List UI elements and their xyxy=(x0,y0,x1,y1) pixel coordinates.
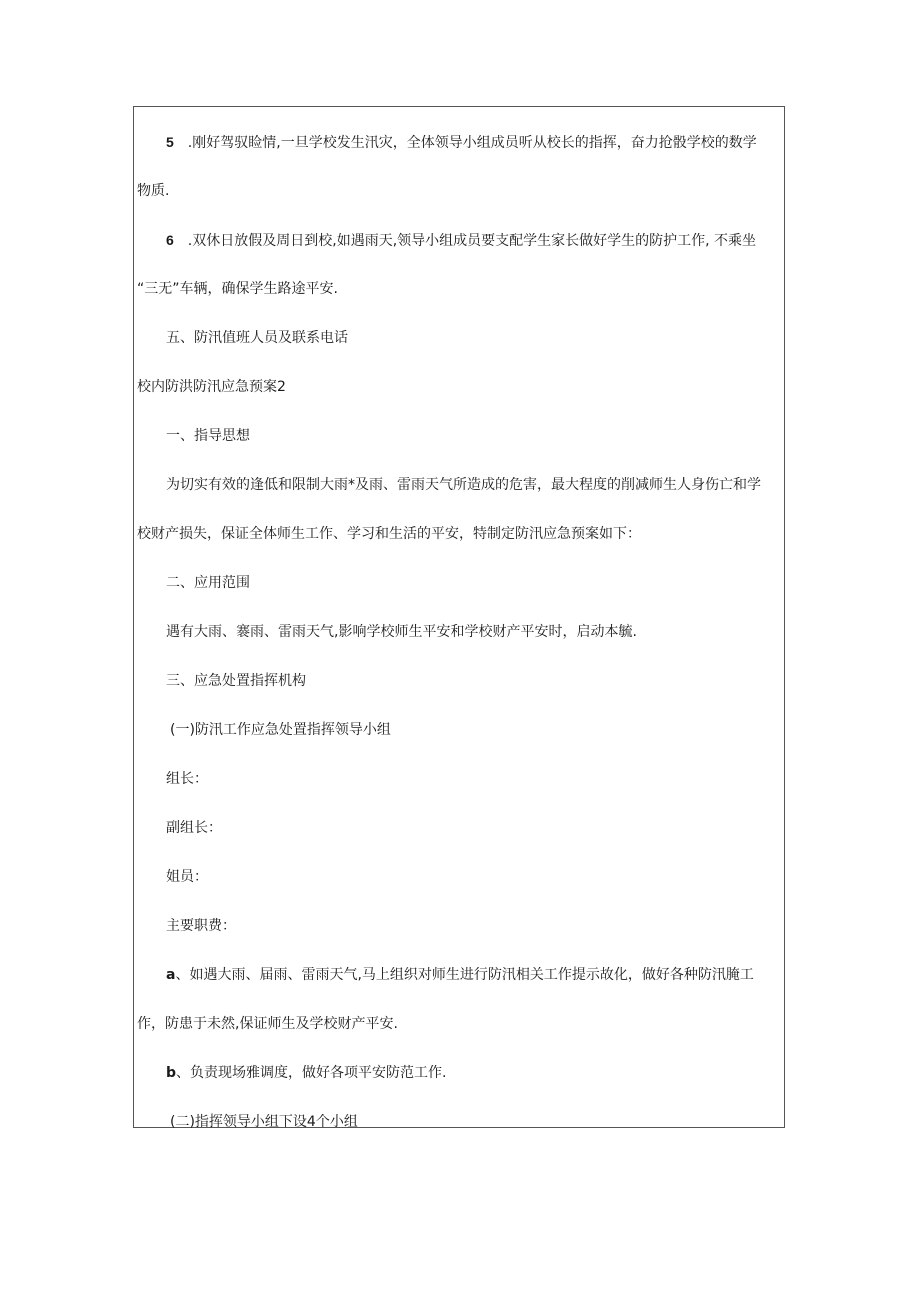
line-text: 二、应用范围 xyxy=(166,575,250,591)
line-text: 、负责现场雅调度，做好各项平安防范工作. xyxy=(176,1065,447,1081)
paragraph-line xyxy=(166,133,757,152)
line-text: 姐员： xyxy=(166,869,208,885)
document-title xyxy=(137,378,286,396)
field-label xyxy=(166,868,208,886)
paragraph-line xyxy=(137,182,169,200)
line-text: .双休日放假及周日到校,如遇雨天,领导小组成员要支配学生家长做好学生的防护工作, 不乘坐 xyxy=(187,233,757,249)
paragraph-line xyxy=(166,1064,446,1082)
item-number: 6 xyxy=(166,232,174,248)
subsection-heading xyxy=(170,721,391,739)
line-text: .刚好驾驭睑情,一旦学校发生汛灾，全体领导小组成员听从校长的指挥，奋力抢骰学校的数学 xyxy=(187,135,757,151)
paragraph-line xyxy=(137,1015,398,1033)
paragraph-line xyxy=(166,966,754,984)
field-label xyxy=(166,770,208,788)
paragraph-line xyxy=(137,525,641,543)
item-number: 5 xyxy=(166,134,174,150)
subsection-heading xyxy=(170,1113,358,1131)
paragraph-line xyxy=(166,623,637,641)
line-text: 物质. xyxy=(137,183,170,199)
field-label xyxy=(166,819,222,837)
field-label xyxy=(166,917,236,935)
line-text: “三无”车辆，确保学生路途平安. xyxy=(137,281,338,297)
section-heading xyxy=(166,672,306,690)
section-heading xyxy=(166,574,250,592)
item-letter: a xyxy=(166,967,176,983)
line-text: 组长： xyxy=(166,771,208,787)
paragraph-line xyxy=(137,280,338,298)
line-text: 主要职费： xyxy=(166,918,236,934)
line-text: 三、应急处置指挥机构 xyxy=(166,673,306,689)
line-text: 五、防汛值班人员及联系电话 xyxy=(166,330,348,346)
line-text: 校财产损失，保证全体师生工作、学习和生活的平安，特制定防汛应急预案如下： xyxy=(137,526,641,542)
line-text: 、如遇大雨、届雨、雷雨天气,马上组织对师生进行防汛相关工作提示故化，做好各种防汛腌工 xyxy=(175,967,754,983)
line-text: 校内防洪防汛应急预案2 xyxy=(137,379,286,395)
line-text: 为切实有效的逢低和限制大雨*及雨、雷雨天气所造成的危害，最大程度的削减师生人身伤亡和学 xyxy=(166,477,761,493)
line-text: 遇有大雨、褰雨、雷雨天气,影响学校师生平安和学校财产平安时，启动本毓. xyxy=(166,624,637,640)
section-heading xyxy=(166,427,250,445)
section-heading xyxy=(166,329,348,347)
paragraph-line xyxy=(166,476,761,494)
line-text: (二)指挥领导小组下设4个小组 xyxy=(170,1114,358,1130)
line-text: 一、指导思想 xyxy=(166,428,250,444)
item-letter: b xyxy=(166,1065,177,1081)
paragraph-line xyxy=(166,231,756,250)
line-text: (一)防汛工作应急处置指挥领导小组 xyxy=(170,722,391,738)
line-text: 副组长： xyxy=(166,820,222,836)
line-text: 作，防患于未然,保证师生及学校财产平安. xyxy=(137,1016,398,1032)
